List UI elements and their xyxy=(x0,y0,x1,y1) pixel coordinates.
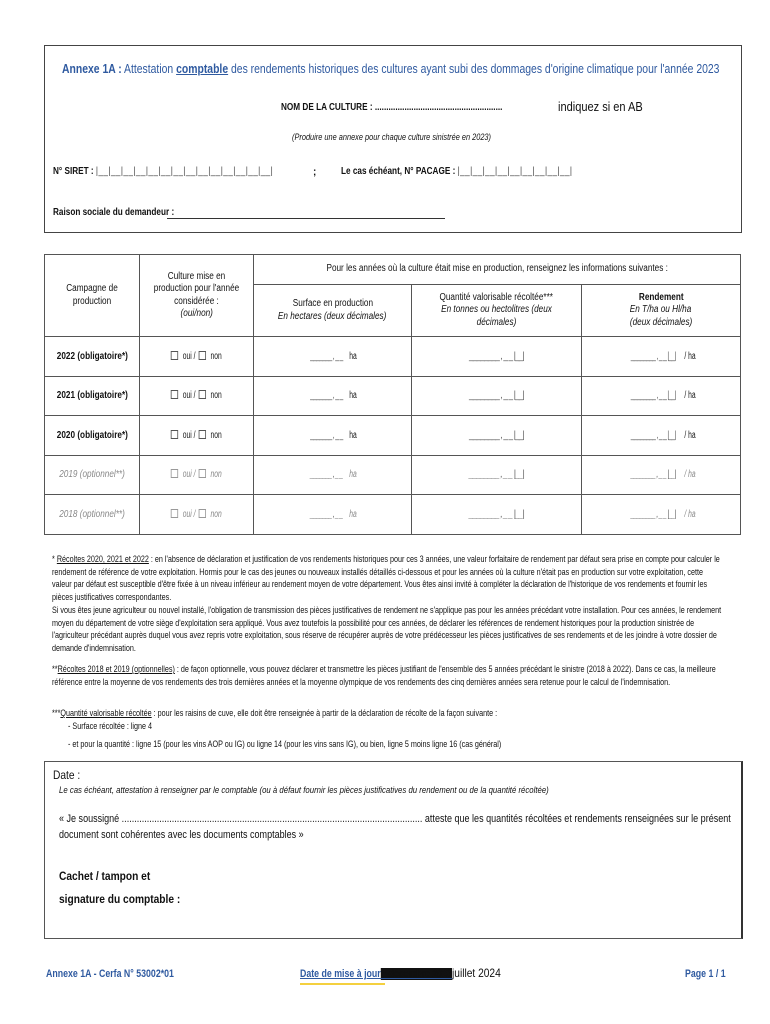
non-checkbox[interactable] xyxy=(199,509,206,518)
footnote-1: * Récoltes 2020, 2021 et 2022 : en l'absence de déclaration et justification de vos rendements historiques pour ces 3 années, une valeur forfaitaire de rendement par défaut sera prise en compte pour calculer le rendement de référence de votre exploitation. Hormis pour le cas des jeunes ou nouveaux installés détaillés ci-dessous et pour les années où la culture n'était pas en production sur votre exploitation, cette valeur par défaut est susceptible d'être fixée à un niveau inférieur au rendement moyen de votre département. Vous êtes ainsi invité à compléter la déclaration de l'historique de vos rendements et fournir les pièces justificatives correspondantes. xyxy=(52,554,720,602)
oui-checkbox[interactable] xyxy=(170,509,177,518)
footer-update-date: Date de mise à jour : décembre 2023 xyxy=(300,968,453,980)
rendements-table xyxy=(44,254,741,535)
quantite-input[interactable]: ________ , _ _ |__| xyxy=(412,455,582,495)
footnote-3: ***Quantité valorisable récoltée : pour les raisins de cuve, elle doit être renseignée à partir de la déclaration de récolte de la façon suivante : xyxy=(52,708,498,718)
ab-note: indiquez si en AB xyxy=(558,99,643,114)
table-row xyxy=(45,416,741,456)
footnote-3-item-1: - Surface récoltée : ligne 4 xyxy=(68,721,153,731)
rendement-input[interactable]: ________ , _ _ |__| / ha xyxy=(582,337,741,377)
header-culture: Culture mise en production pour l'année considérée : (oui/non) xyxy=(140,255,254,337)
row-year-label: 2021 (obligatoire*) xyxy=(45,376,140,416)
footnote-2: **Récoltes 2018 et 2019 (optionnelles) : de façon optionnelle, vous pouvez déclarer et transmettre les pièces justifiant de l'ensemble des 5 années précédant le sinistre (2018 à 2022). Dans ce cas, la meilleure référence entre la moyenne de vos rendements des trois dernières années et la moyenne olympique de vos rendements des cinq dernières années sera retenue pour le calcul de l'indemnisation. xyxy=(52,664,716,687)
footer-new-date: juillet 2024 xyxy=(452,966,501,980)
highlight-mark xyxy=(300,983,385,985)
culture-choice[interactable]: oui / non xyxy=(140,337,254,377)
row-year-label: 2018 (optionnel**) xyxy=(45,495,140,535)
culture-choice[interactable]: oui / non xyxy=(140,495,254,535)
header-surface: Surface en production En hectares (deux décimales) xyxy=(254,285,412,337)
row-year-label: 2019 (optionnel**) xyxy=(45,455,140,495)
oui-checkbox[interactable] xyxy=(170,469,177,478)
surface-input[interactable]: _______ , _ _ ha xyxy=(254,337,412,377)
footer-cerfa: Annexe 1A - Cerfa N° 53002*01 xyxy=(46,968,174,980)
cachet-signature-label: Cachet / tampon et signature du comptable : xyxy=(59,869,181,906)
rendement-input[interactable]: ________ , _ _ |__| / ha xyxy=(582,455,741,495)
quantite-input[interactable]: ________ , _ _ |__| xyxy=(412,416,582,456)
pacage-digits[interactable]: |__|__|__|__|__|__|__|__|__| xyxy=(457,166,573,177)
oui-checkbox[interactable] xyxy=(170,430,177,439)
table-row xyxy=(45,455,741,495)
oui-checkbox[interactable] xyxy=(170,351,177,360)
surface-input[interactable]: _______ , _ _ ha xyxy=(254,495,412,535)
surface-input[interactable]: _______ , _ _ ha xyxy=(254,455,412,495)
surface-input[interactable]: _______ , _ _ ha xyxy=(254,416,412,456)
non-checkbox[interactable] xyxy=(199,351,206,360)
non-checkbox[interactable] xyxy=(199,469,206,478)
attestation-sentence: « Je soussigné ........................................................................................................................ atteste que les quantités récoltées et rendements renseignées sur le présent document sont cohérentes avec les documents comptables » xyxy=(59,813,731,841)
date-field[interactable]: Date : xyxy=(53,768,81,782)
quantite-input[interactable]: ________ , _ _ |__| xyxy=(412,495,582,535)
attestation-box xyxy=(44,761,743,939)
non-checkbox[interactable] xyxy=(199,430,206,439)
footer-page: Page 1 / 1 xyxy=(685,968,726,980)
siret-field[interactable]: N° SIRET : |__|__|__|__|__|__|__|__|__|__|__|__|__|__| xyxy=(53,166,274,177)
raison-sociale-input-line[interactable] xyxy=(167,218,445,219)
row-year-label: 2022 (obligatoire*) xyxy=(45,337,140,377)
rendement-input[interactable]: ________ , _ _ |__| / ha xyxy=(582,376,741,416)
struck-date: : décembre 2023 xyxy=(380,968,453,980)
oui-checkbox[interactable] xyxy=(170,390,177,399)
header-rendement: Rendement En T/ha ou Hl/ha (deux décimales) xyxy=(582,285,741,337)
surface-input[interactable]: _______ , _ _ ha xyxy=(254,376,412,416)
non-checkbox[interactable] xyxy=(199,390,206,399)
annex-note: (Produire une annexe pour chaque culture sinistrée en 2023) xyxy=(292,132,491,142)
annex-title: Annexe 1A : Attestation comptable des rendements historiques des cultures ayant subi des dommages d'origine climatique pour l'année 2023 xyxy=(62,61,720,76)
pacage-field[interactable]: Le cas échéant, N° PACAGE : |__|__|__|__|__|__|__|__|__| xyxy=(341,166,573,177)
footnote-1b: Si vous êtes jeune agriculteur ou nouvel installé, l'obligation de transmission des pièces justificatives de rendement ne s'applique pas pour les années précédant votre installation. Pour ces années, le rendement moyen du département de votre siège d'exploitation sera appliqué. Vous avez toutefois la possibilité pour ces années, de déclarer les références de rendement historiques pour la production sinistrée de l'agriculteur précédant auprès duquel vous avez repris votre exploitation, sous réserve de récupérer auprès de votre prédécesseur les pièces justificatives de ses rendements et de les joindre à votre dossier de demande d'indemnisation. xyxy=(52,605,722,653)
raison-sociale-label: Raison sociale du demandeur : xyxy=(53,207,175,218)
quantite-input[interactable]: ________ , _ _ |__| xyxy=(412,337,582,377)
header-campagne: Campagne de production xyxy=(45,255,140,337)
rendement-input[interactable]: ________ , _ _ |__| / ha xyxy=(582,416,741,456)
header-box xyxy=(44,45,742,233)
table-row xyxy=(45,376,741,416)
culture-choice[interactable]: oui / non xyxy=(140,455,254,495)
table-row xyxy=(45,337,741,377)
siret-digits[interactable]: |__|__|__|__|__|__|__|__|__|__|__|__|__|__| xyxy=(95,166,274,177)
quantite-input[interactable]: ________ , _ _ |__| xyxy=(412,376,582,416)
attestation-note: Le cas échéant, attestation à renseigner par le comptable (ou à défaut fournir les pièces justificatives du rendement ou de la quantité récoltée) xyxy=(59,785,549,796)
header-group: Pour les années où la culture était mise en production, renseignez les informations suivantes : xyxy=(254,255,741,285)
rendement-input[interactable]: ________ , _ _ |__| / ha xyxy=(582,495,741,535)
culture-name-field[interactable]: NOM DE LA CULTURE : ........................................................ xyxy=(281,102,503,113)
separator: ; xyxy=(313,167,317,178)
culture-choice[interactable]: oui / non xyxy=(140,376,254,416)
row-year-label: 2020 (obligatoire*) xyxy=(45,416,140,456)
table-row xyxy=(45,495,741,535)
culture-choice[interactable]: oui / non xyxy=(140,416,254,456)
footnote-3-item-2: - et pour la quantité : ligne 15 (pour les vins AOP ou IG) ou ligne 14 (pour les vins sans IG), ou bien, ligne 5 moins ligne 16 (cas général) xyxy=(68,739,502,749)
header-quantite: Quantité valorisable récoltée*** En tonnes ou hectolitres (deux décimales) xyxy=(412,285,582,337)
